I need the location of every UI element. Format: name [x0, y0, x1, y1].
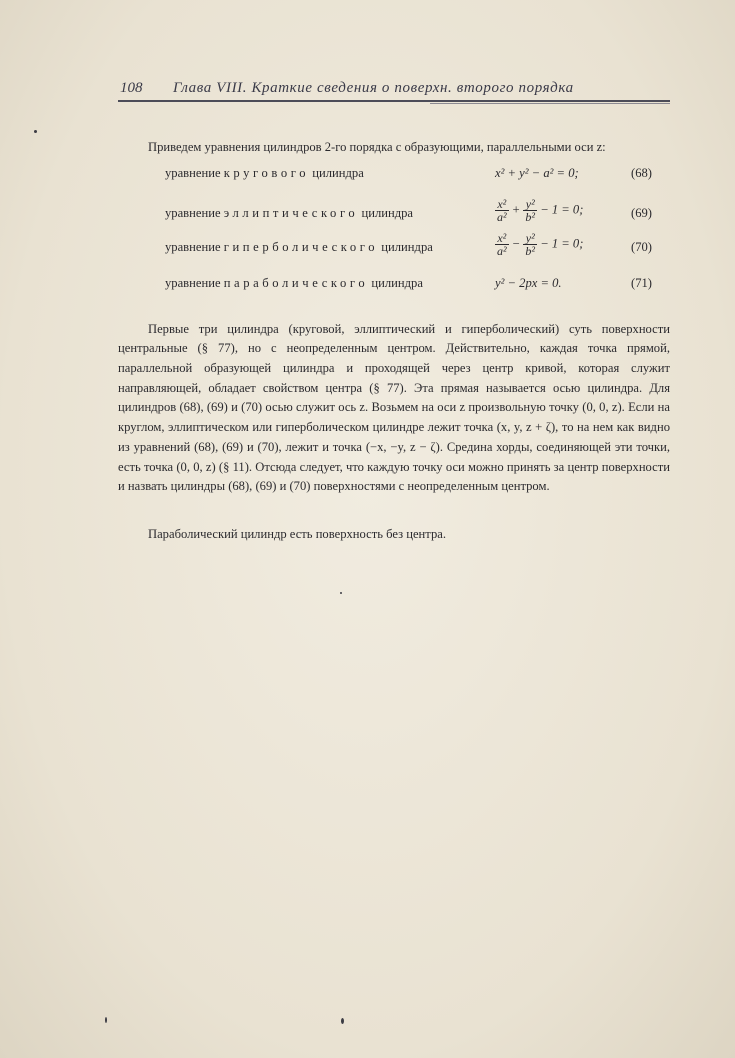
- equation-label: уравнение гиперболического цилиндра: [165, 240, 433, 254]
- body-paragraph-final: Параболический цилиндр есть поверхность без центра.: [148, 526, 446, 541]
- equation-formula: x² + y² − a² = 0;: [495, 166, 579, 180]
- running-header: [118, 78, 670, 100]
- equation-formula: y² − 2px = 0.: [495, 276, 562, 290]
- equation-number: (71): [631, 276, 652, 290]
- header-rule-secondary: [430, 103, 670, 104]
- intro-paragraph: Приведем уравнения цилиндров 2-го порядка с образующими, параллельными оси z:: [148, 139, 606, 154]
- paper-speck: [34, 130, 37, 133]
- equation-row-69: [165, 198, 670, 228]
- equation-row-71: [165, 276, 670, 306]
- paper-speck: [340, 592, 342, 594]
- equation-label: уравнение кругового цилиндра: [165, 166, 364, 180]
- paper-speck: [341, 1018, 344, 1024]
- equation-row-70: [165, 232, 670, 262]
- equation-label: уравнение эллиптического цилиндра: [165, 206, 414, 220]
- equation-number: (68): [631, 166, 652, 180]
- chapter-title: Глава VIII. Краткие сведения о поверхн. второго порядка: [173, 80, 574, 96]
- equation-formula: $\frac{\text{x²}}{\text{a²}}$ + $\frac{\text{y²}}{\text{b²}}$ − 1 = 0;: [497, 197, 584, 224]
- equation-label: уравнение параболического цилиндра: [165, 276, 423, 290]
- paper-speck: [105, 1017, 107, 1023]
- equation-number: (70): [631, 240, 652, 254]
- equation-formula: $\frac{\text{x²}}{\text{a²}}$ − $\frac{\text{y²}}{\text{b²}}$ − 1 = 0;: [497, 231, 584, 258]
- body-paragraph: Первые три цилиндра (круговой, эллиптический и гиперболический) суть поверхности центральные (§ 77), но с неопределенным центром. Действительно, каждая точка прямой, параллельной образующей цилиндра и проходящей через центр кривой, которая служит направляющей, обладает свойством центра (§ 77). Эта прямая называется осью цилиндра. Для цилиндров (68), (69) и (70) осью служит ось z. Возьмем на оси z произвольную точку (0, 0, z). Если на круглом, эллиптическом или гиперболическом цилиндре лежит точка (x, y, z + ζ), то на нем как видно из уравнений (68), (69) и (70), лежит и точка (−x, −y, z − ζ). Средина хорды, соединяющей эти точки, есть точка (0, 0, z) (§ 11). Отсюда следует, что каждую точку оси можно принять за центр поверхности и назвать цилиндры (68), (69) и (70) поверхностями с неопределенным центром.: [118, 321, 670, 494]
- equation-number: (69): [631, 206, 652, 220]
- page-number: 108: [120, 80, 143, 96]
- equation-row-68: [165, 166, 670, 196]
- header-rule: [118, 100, 670, 102]
